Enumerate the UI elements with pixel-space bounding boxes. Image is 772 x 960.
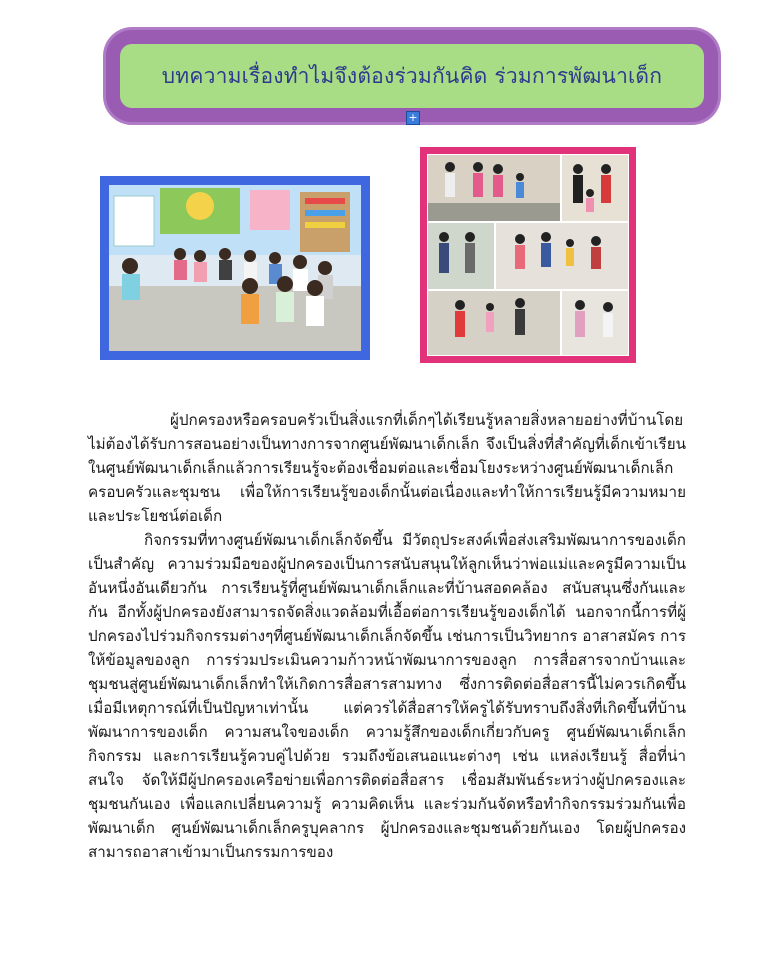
paragraph-2: กิจกรรมที่ทางศูนย์พัฒนาเด็กเล็กจัดขึ้น มีวัตถุประสงค์เพื่อส่งเสริมพัฒนาการของเด็กเป็นสำคัญ ความร่วมมือของผู้ปกครองเป็นการสนับสนุนให้ลูกเห็นว่าพ่อแม่และครูมีความเป็นอันหนึ่งอันเดียวกัน การเรียนรู้ที่ศูนย์พัฒนาเด็กเล็กและที่บ้านสอดคล้อง สนับสนุนซึ่งกันและกัน อีกทั้งผู้ปกครองยังสามารถจัดสิ่งแวดล้อมที่เอื้อต่อการเรียนรู้ของเด็กได้ นอกจากนี้การที่ผู้ปกครองไปร่วมกิจกรรมต่างๆที่ศูนย์พัฒนาเด็กเล็กจัดขึ้น เช่นการเป็นวิทยากร อาสาสมัคร การให้ข้อมูลของลูก การร่วมประเมินความก้าวหน้าพัฒนาการของลูก การสื่อสารจากบ้านและชุมชนสู่ศูนย์พัฒนาเด็กเล็กทำให้เกิดการสื่อสารสามทาง ซึ่งการติดต่อสื่อสารนี้ไม่ควรเกิดขึ้นเมื่อมีเหตุการณ์ที่เป็นปัญหาเท่านั้น แต่ควรได้สื่อสารให้ครูได้รับทราบถึงสิ่งที่เกิดขึ้นที่บ้าน พัฒนาการของเด็ก ความสนใจของเด็ก ความรู้สึกของเด็กเกี่ยวกับครู ศูนย์พัฒนาเด็กเล็ก กิจกรรม และการเรียนรู้ควบคู่ไปด้วย รวมถึงข้อเสนอแนะต่างๆ เช่น แหล่งเรียนรู้ สื่อที่น่าสนใจ จัดให้มีผู้ปกครองเครือข่ายเพื่อการติดต่อสื่อสาร เชื่อมสัมพันธ์ระหว่างผู้ปกครองและชุมชนกันเอง เพื่อแลกเปลี่ยนความรู้ ความคิดเห็น และร่วมกันจัดหรือทำกิจกรรมร่วมกันเพื่อพัฒนาเด็ก ศูนย์พัฒนาเด็กเล็กครูบุคลากร ผู้ปกครองและชุมชนด้วยกันเอง โดยผู้ปกครองสามารถอาสาเข้ามาเป็นกรรมการของ: [88, 531, 686, 861]
family-collage-photo: [420, 147, 636, 363]
paragraph-1: ผู้ปกครองหรือครอบครัวเป็นสิ่งแรกที่เด็กๆได้เรียนรู้หลายสิ่งหลายอย่างที่บ้านโดยไม่ต้องได้รับการสอนอย่างเป็นทางการจากศูนย์พัฒนาเด็กเล็ก จึงเป็นสิ่งที่สำคัญที่เด็กเข้าเรียนในศูนย์พัฒนาเด็กเล็กแล้วการเรียนรู้จะต้องเชื่อมต่อและเชื่อมโยงระหว่างศูนย์พัฒนาเด็กเล็ก ครอบครัวและชุมชน เพื่อให้การเรียนรู้ของเด็กนั้นต่อเนื่องและทำให้การเรียนรู้มีความหมายและประโยชน์ต่อเด็ก: [88, 411, 686, 525]
article-body: [88, 408, 686, 864]
article-title: บทความเรื่องทำไมจึงต้องร่วมกันคิด ร่วมการพัฒนาเด็ก: [161, 63, 663, 88]
move-handle-icon[interactable]: +: [406, 111, 420, 125]
classroom-meeting-photo: [100, 176, 370, 360]
title-banner-inner: [120, 44, 704, 108]
title-banner: [106, 30, 718, 122]
classroom-illustration: [100, 176, 370, 360]
family-collage-illustration: [420, 147, 636, 363]
